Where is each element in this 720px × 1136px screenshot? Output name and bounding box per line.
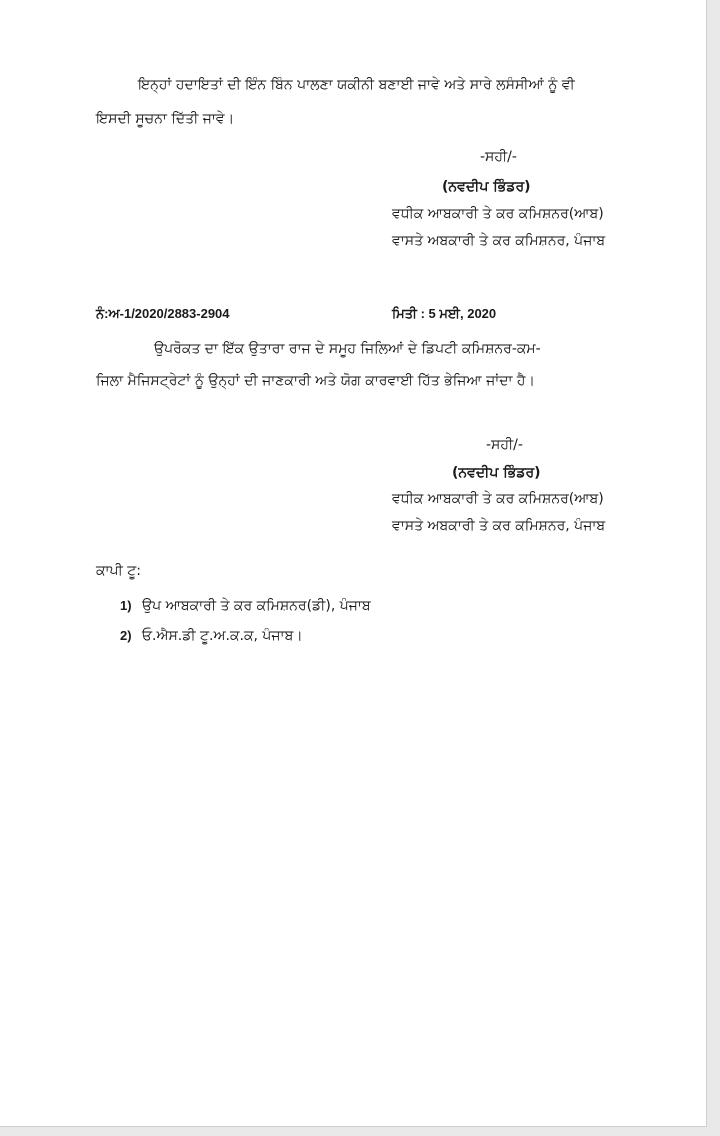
signature-2-signed: -ਸਹੀ/- — [486, 437, 523, 453]
copy-to-item-text: ਓ.ਐਸ.ਡੀ ਟੂ.ਅ.ਕ.ਕ, ਪੰਜਾਬ। — [142, 628, 303, 644]
paragraph-2-line-1: ਉਪਰੋਕਤ ਦਾ ਇੱਕ ਉਤਾਰਾ ਰਾਜ ਦੇ ਸਮੂਹ ਜਿਲਿਆਂ ਦੇ ਡਿਪਟੀ ਕਮਿਸ਼ਨਰ-ਕਮ- — [154, 341, 541, 357]
copy-to-item — [120, 627, 303, 645]
signature-2-designation: ਵਧੀਕ ਆਬਕਾਰੀ ਤੇ ਕਰ ਕਮਿਸ਼ਨਰ(ਆਬ) — [392, 491, 604, 507]
copy-to-item-number: 1) — [120, 598, 132, 613]
copy-to-label: ਕਾਪੀ ਟੂ: — [96, 563, 141, 579]
signature-2-name: (ਨਵਦੀਪ ਭਿੰਡਰ) — [452, 465, 541, 481]
reference-number: ਨੰ:ਅ-1/2020/2883-2904 — [96, 306, 230, 321]
copy-to-item-number: 2) — [120, 628, 132, 643]
copy-to-item-text: ਉਪ ਆਬਕਾਰੀ ਤੇ ਕਰ ਕਮਿਸ਼ਨਰ(ਡੀ), ਪੰਜਾਬ — [142, 598, 371, 614]
signature-1-signed: -ਸਹੀ/- — [480, 149, 517, 165]
letter-date: ਮਿਤੀ : 5 ਮਈ, 2020 — [392, 306, 497, 321]
paragraph-1-line-1: ਇਨ੍ਹਾਂ ਹਦਾਇਤਾਂ ਦੀ ਇੰਨ ਬਿੰਨ ਪਾਲਣਾ ਯਕੀਨੀ ਬਣਾਈ ਜਾਵੇ ਅਤੇ ਸਾਰੇ ਲਸੰਸੀਆਂ ਨੂੰ ਵੀ — [138, 77, 575, 93]
signature-2-on-behalf: ਵਾਸਤੇ ਅਬਕਾਰੀ ਤੇ ਕਰ ਕਮਿਸ਼ਨਰ, ਪੰਜਾਬ — [392, 518, 606, 534]
paragraph-2-line-2: ਜਿਲਾ ਮੈਜਿਸਟ੍ਰੇਟਾਂ ਨੂੰ ਉਨ੍ਹਾਂ ਦੀ ਜਾਣਕਾਰੀ ਅਤੇ ਯੋਗ ਕਾਰਵਾਈ ਹਿੱਤ ਭੇਜਿਆ ਜਾਂਦਾ ਹੈ। — [96, 373, 535, 389]
signature-1-name: (ਨਵਦੀਪ ਭਿੰਡਰ) — [442, 179, 531, 195]
copy-to-item — [120, 597, 371, 615]
signature-1-designation: ਵਧੀਕ ਆਬਕਾਰੀ ਤੇ ਕਰ ਕਮਿਸ਼ਨਰ(ਆਬ) — [392, 206, 604, 222]
paragraph-1-line-2: ਇਸਦੀ ਸੂਚਨਾ ਦਿੱਤੀ ਜਾਵੇ। — [96, 111, 235, 127]
signature-1-on-behalf: ਵਾਸਤੇ ਅਬਕਾਰੀ ਤੇ ਕਰ ਕਮਿਸ਼ਨਰ, ਪੰਜਾਬ — [392, 233, 606, 249]
